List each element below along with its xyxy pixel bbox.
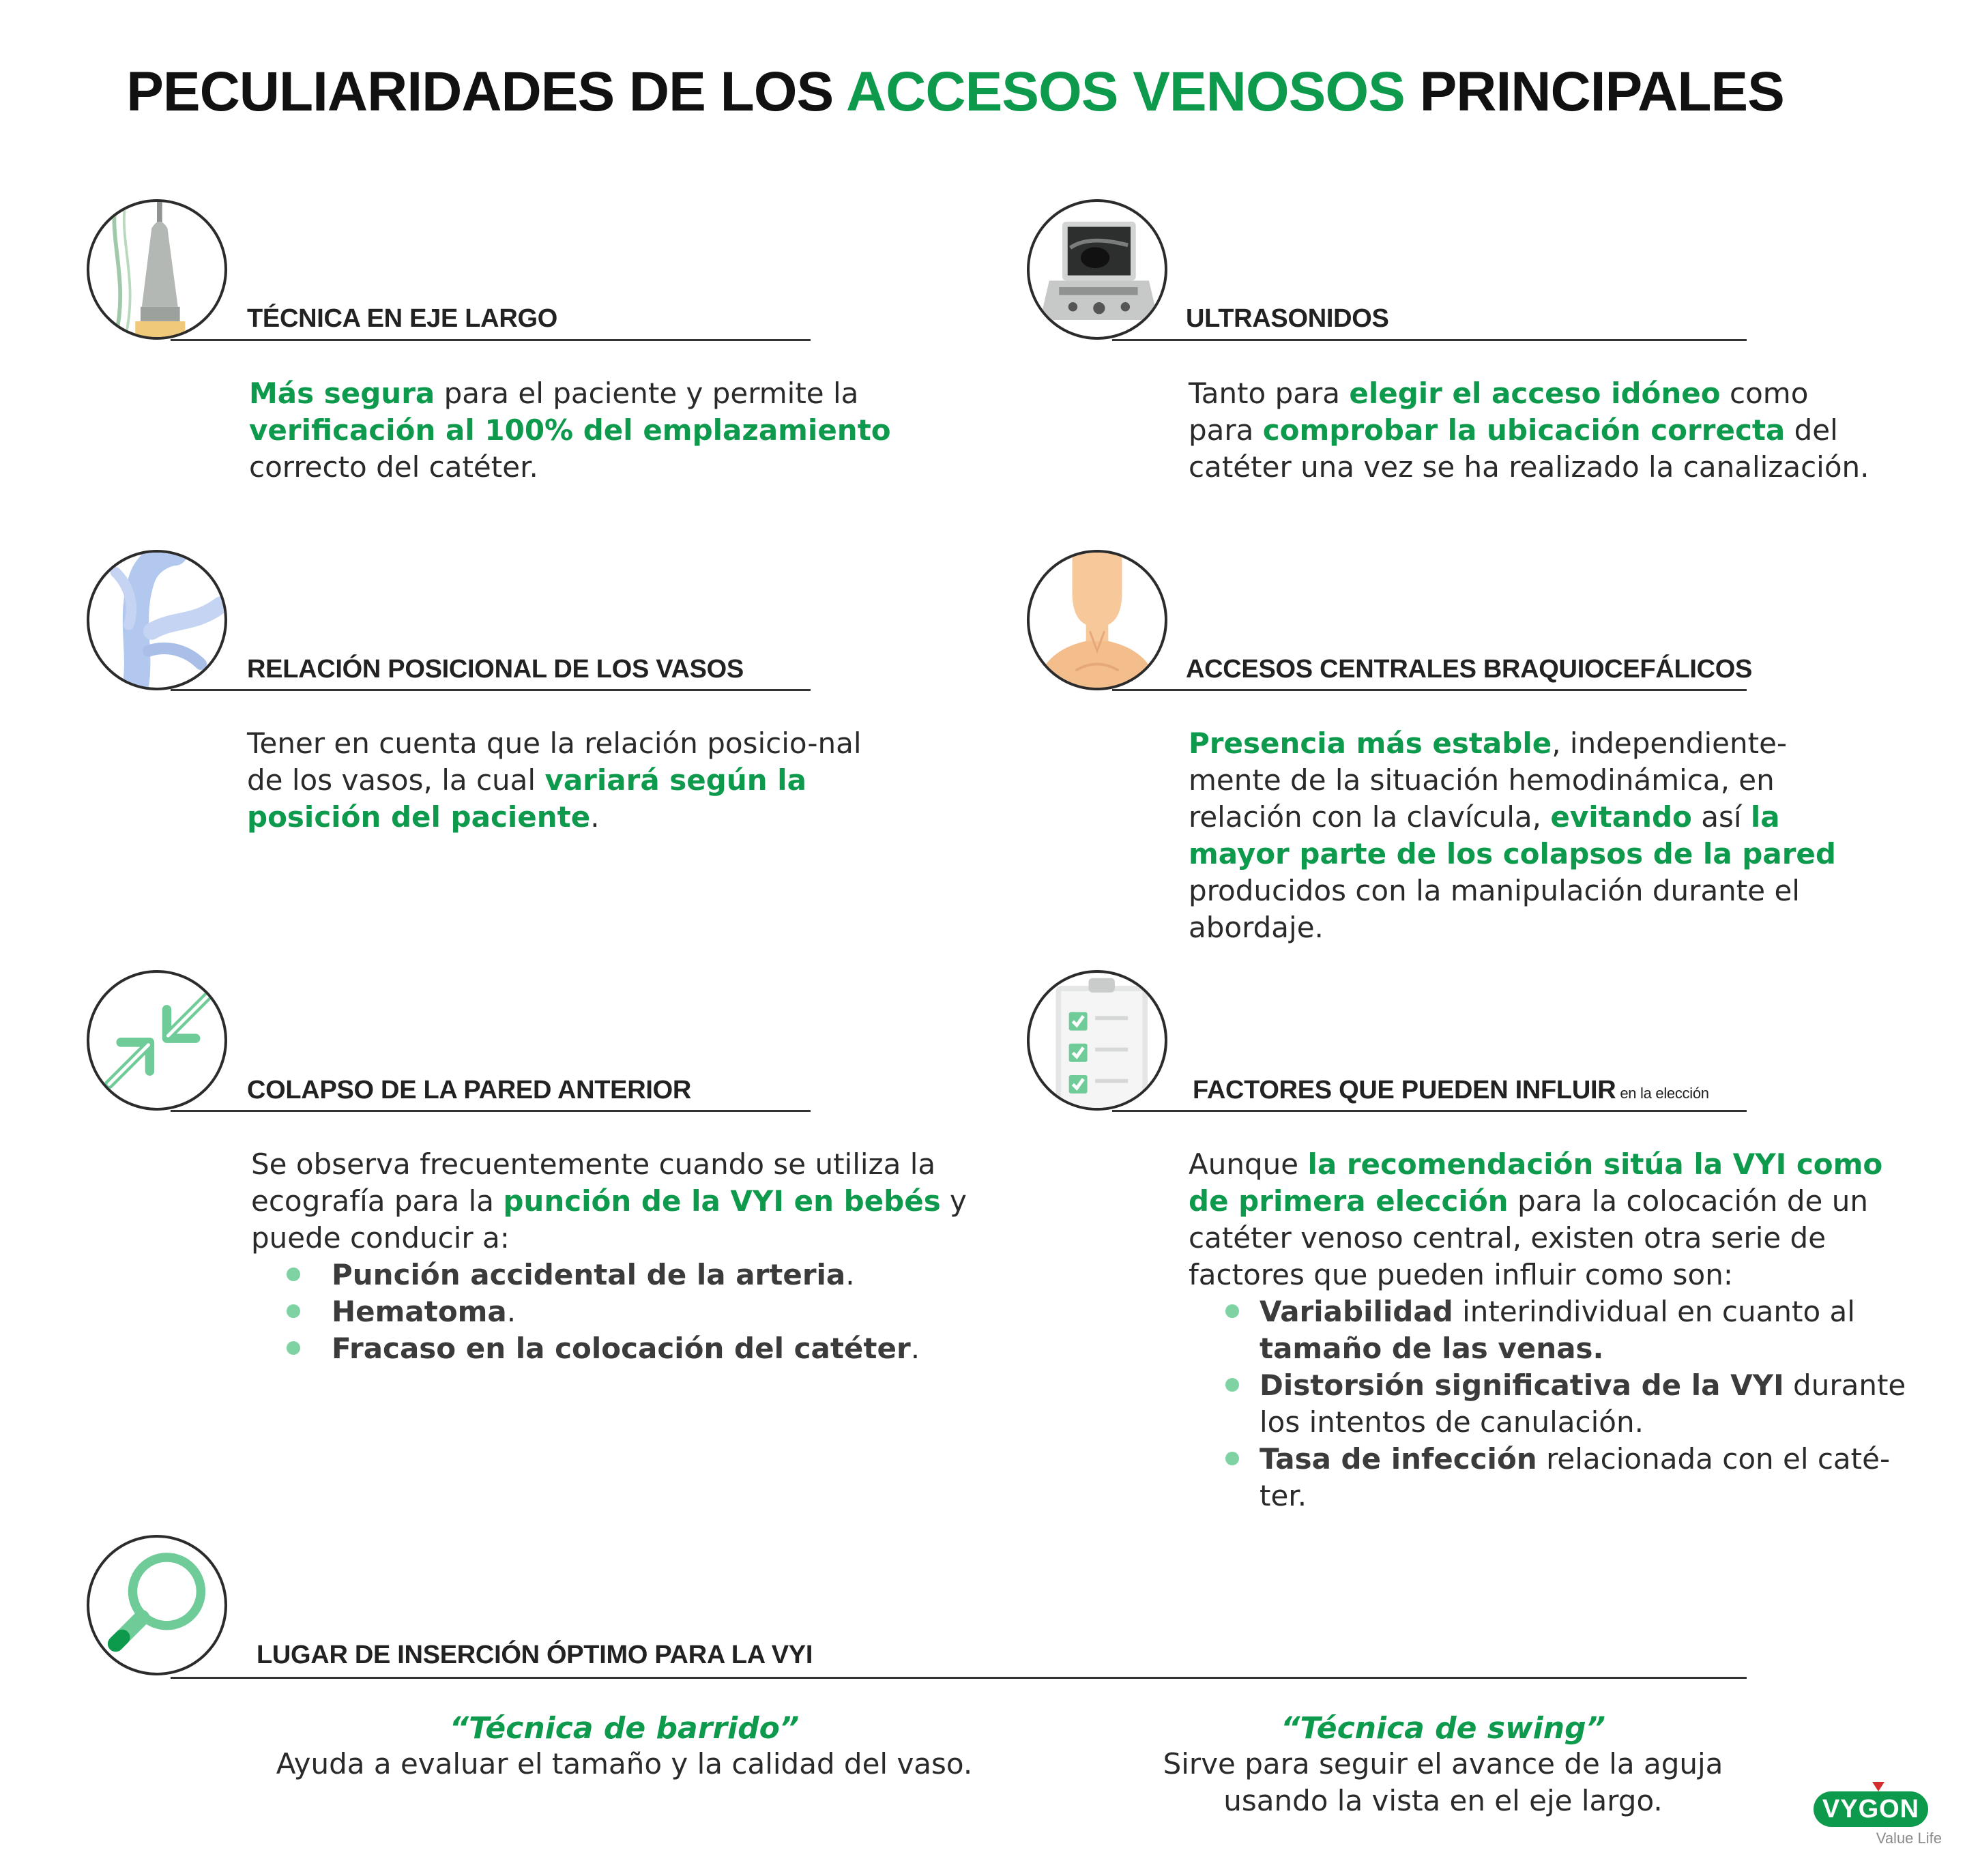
ultrasound-machine-icon — [1027, 199, 1167, 340]
title-accent: ACCESOS VENOSOS — [845, 61, 1405, 123]
vygon-logo — [1809, 1787, 1946, 1847]
technique-description: Sirve para seguir el avance de la aguja usando la vista en el eje largo. — [1163, 1747, 1723, 1817]
ultrasound-probe-icon — [87, 199, 227, 340]
list-item: Variabilidad interindividual en cuanto al tamaño de las venas. — [1189, 1293, 1912, 1367]
list-item: Fracaso en la colocación del catéter. — [251, 1330, 981, 1367]
section-rule — [1112, 1110, 1747, 1112]
technique-title: “Técnica de barrido” — [449, 1711, 800, 1746]
list-item: Punción accidental de la arteria. — [251, 1257, 981, 1293]
section-rule — [171, 1110, 811, 1112]
checklist-icon — [1027, 970, 1167, 1111]
heading-relacion: RELACIÓN POSICIONAL DE LOS VASOS — [247, 655, 744, 684]
technique-title: “Técnica de swing” — [1281, 1711, 1605, 1746]
page-title: PECULIARIDADES DE LOS ACCESOS VENOSOS PRINCIPALES — [126, 61, 1784, 123]
factors-list — [1189, 1293, 1912, 1514]
text-tecnica: Más segura para el paciente y permite la verificación al 100% del emplazamiento correcto del catéter. — [249, 377, 891, 484]
section-rule — [1112, 339, 1747, 341]
list-item: Distorsión significativa de la VYI durante los intentos de canulación. — [1189, 1367, 1912, 1441]
text-accesos: Presencia más estable, independiente-mente de la situación hemodinámica, en relación con la clavícula, evitando así la mayor parte de los colapsos de la pared producidos con la manipulación durante el abordaje. — [1189, 727, 1836, 944]
section-rule — [171, 689, 811, 691]
list-item: Hematoma. — [251, 1293, 981, 1330]
text-ultrasonidos: Tanto para elegir el acceso idóneo como para comprobar la ubicación correcta del catéter una vez se ha realizado la canalización. — [1189, 377, 1869, 484]
technique-swing — [1119, 1711, 1767, 1819]
magnifier-icon — [87, 1535, 227, 1675]
heading-lugar: LUGAR DE INSERCIÓN ÓPTIMO PARA LA VYI — [257, 1641, 813, 1669]
logo-mark-icon — [1872, 1782, 1884, 1791]
list-item: Tasa de infección relacionada con el caté-ter. — [1189, 1441, 1912, 1514]
technique-description: Ayuda a evaluar el tamaño y la calidad del vaso. — [276, 1747, 973, 1780]
text-colapso: Se observa frecuentemente cuando se utiliza la ecografía para la punción de la VYI en bebés y puede conducir a: Punción accidental de la arteria. Hematoma. Fracaso en la colocación del catéter. — [251, 1146, 981, 1367]
heading-tecnica: TÉCNICA EN EJE LARGO — [247, 304, 557, 333]
collapse-arrows-icon — [87, 970, 227, 1111]
section-rule — [171, 1677, 1747, 1679]
logo-name: VYGON — [1814, 1791, 1928, 1827]
logo-tagline: Value Life — [1876, 1830, 1942, 1847]
collapse-consequences-list — [251, 1257, 981, 1367]
text-relacion: Tener en cuenta que la relación posicio-nal de los vasos, la cual variará según la posición del paciente. — [247, 727, 862, 834]
neck-icon — [1027, 550, 1167, 690]
technique-barrido — [205, 1711, 1044, 1783]
heading-factores: FACTORES QUE PUEDEN INFLUIR en la elección — [1193, 1076, 1709, 1104]
blood-vessels-icon — [87, 550, 227, 690]
text-factores: Aunque la recomendación sitúa la VYI como de primera elección para la colocación de un catéter venoso central, existen otra serie de factores que pueden influir como son: Variabilidad interindividual en cuanto al tamaño de las venas. Distorsión significativa de la VYI durante los intentos de canulación. Tasa de infección relacionada con el caté-ter. — [1189, 1146, 1912, 1514]
section-rule — [171, 339, 811, 341]
section-rule — [1112, 689, 1747, 691]
heading-accesos: ACCESOS CENTRALES BRAQUIOCEFÁLICOS — [1186, 655, 1753, 684]
heading-ultrasonidos: ULTRASONIDOS — [1186, 304, 1389, 333]
heading-colapso: COLAPSO DE LA PARED ANTERIOR — [247, 1076, 691, 1104]
